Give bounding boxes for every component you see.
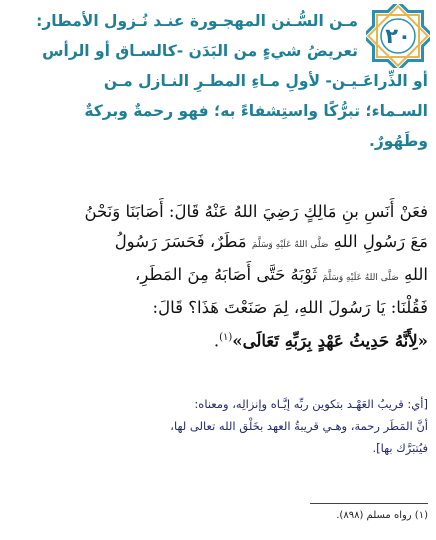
section-number: ٢٠ bbox=[385, 24, 411, 48]
hadith-fragment: اللهِ bbox=[404, 265, 428, 284]
hadith-line: «لِأَنَّهُ حَدِيثُ عَهْدٍ بِرَبِّهِ تَعَالَى»$^{(١)}$. bbox=[213, 331, 428, 351]
hadith-line: فعَنْ أَنَسِ بنِ مَالِكٍ رَضِيَ اللهُ عَنْهُ قَالَ: أَصَابَنَا وَنَحْنُ bbox=[84, 202, 428, 221]
heading-line: وطَهُورٌ. bbox=[369, 132, 428, 150]
salutation-mark: صَلَّى اللهُ عَلَيْهِ وَسَلَّمَ bbox=[251, 240, 329, 250]
section-number-badge bbox=[366, 4, 430, 68]
commentary-line: أنَّ المَطَر رحمة، وهـي قريبةُ العهد بخَلْق الله تعالى لها، bbox=[170, 419, 428, 433]
footnote-divider bbox=[310, 503, 428, 504]
hadith-fragment: مَعَ رَسُولِ اللهِ bbox=[333, 232, 428, 251]
commentary-note bbox=[150, 393, 428, 459]
salutation-mark: صَلَّى اللهُ عَلَيْهِ وَسَلَّمَ bbox=[322, 273, 399, 283]
section-heading bbox=[10, 6, 358, 66]
hadith-fragment: ثَوْبَهُ حَتَّى أَصَابَهُ مِنَ المَطَرِ، bbox=[135, 265, 318, 284]
commentary-line: فيُتبَرَّك بها]. bbox=[372, 441, 428, 455]
hadith-line bbox=[10, 227, 428, 260]
heading-line: مـن السُّـنن المهجـورة عنـد نُـزول الأمطار: bbox=[36, 12, 358, 30]
hadith-line: فَقُلْنَا: يَا رَسُولَ اللهِ، لِمَ صَنَعْتَ هَذَا؟ قَالَ: bbox=[152, 298, 428, 317]
footnote: (١) رواه مسلم (٨٩٨). bbox=[336, 510, 428, 521]
prophet-quote: «لِأَنَّهُ حَدِيثُ عَهْدٍ بِرَبِّهِ تَعَالَى» bbox=[232, 331, 428, 351]
heading-line: أو الذِّراعَـيـن- لأولِ مـاءِ المطـرِ النـازل مـن bbox=[103, 72, 428, 90]
heading-line: السـماء؛ تبرُّكًا واستِشفاءً به؛ فهو رحمةٌ وبركةٌ bbox=[84, 102, 428, 120]
heading-line: تعريضُ شيءٍ من البَدَن -كالسـاق أو الرأس bbox=[42, 42, 358, 60]
commentary-line: [أي: قريبُ العَهْـد بتكوين ربِّه إيَّـاه وإنزالِه، ومعناه: bbox=[194, 397, 428, 411]
hadith-line bbox=[10, 260, 428, 293]
footnote-reference[interactable]: (١) bbox=[219, 332, 233, 343]
hadith-fragment: مَطَرٌ، فَحَسَرَ رَسُولُ bbox=[114, 232, 247, 251]
hadith-text bbox=[10, 197, 428, 357]
section-heading-continued bbox=[10, 66, 428, 156]
